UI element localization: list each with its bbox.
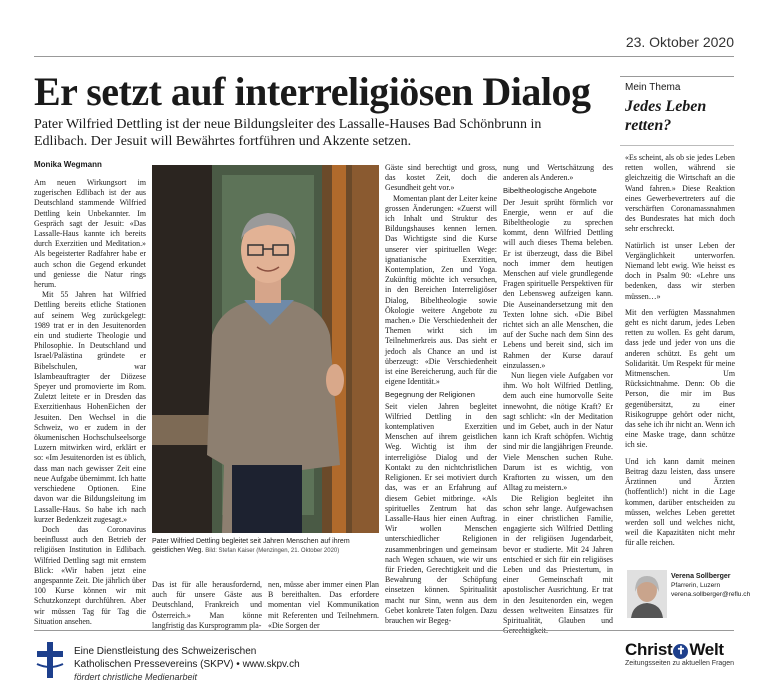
sidebar-divider [620, 145, 734, 146]
publication-date: 23. Oktober 2020 [625, 34, 734, 50]
globe-cross-icon: ✝ [673, 644, 688, 659]
author-email[interactable]: verena.sollberger@reflu.ch [671, 591, 751, 598]
article-column-5 [503, 163, 613, 636]
paragraph: Der Jesuit sprüht förmlich vor Energie, wenn er auf die Bibeltheologie zu sprechen kommt, denn Wilfried Dettling will auch dieses Thema beleben. Er ist überzeugt, dass die Bibel noch immer dem heutigen Menschen auf viele grundlegende Fragen spirituelle Perspektiven für den Lebensweg aufzeigen kann. Die Auseinandersetzung mit den Texten lohne sich. «Die Bibel richtet sich an alle Menschen, die auf der Suche nach dem Sinn des Lebens und bereit sind, sich im Rahmen der Kurse darauf einzulassen.» [503, 197, 613, 370]
paragraph: «Es scheint, als ob sie jedes Leben retten wollen, während sie gleichzeitig die Wirtschaft an die Wand fahren.» Diese Reaktion eines Gewerbevertreters auf die verschärften Coronamassnahmen des Bundesrates hat mich doch sehr erschreckt. [625, 153, 735, 234]
author-role: Pfarrerin, Luzern [671, 582, 721, 589]
sidebar-title: Jedes Leben retten? [625, 98, 707, 134]
brand-subtitle: Zeitungsseiten zu aktuellen Fragen [625, 660, 734, 667]
article-column-3: nen, müsse aber immer einen Plan B bereithalten. Das erfordere momentan viel Kommunikation mit Referenten und Teilnehmern. «Die Sorgen der [268, 580, 379, 630]
paragraph: Am neuen Wirkungsort im zugerischen Edlibach ist der aus Deutschland stammende Wilfried Dettling kein Unbekannter. Im Gespräch sagt der Jesuit: «Das Lassalle-Haus kannte ich bereits durch Exerzitien und Meditation.» Als begeisterter Radfahrer habe er auch schon die Gegend erkundet und geniesse die Natur rings herum. [34, 178, 146, 290]
article-subtitle: Pater Wilfried Dettling ist der neue Bildungsleiter des Lassalle-Hauses Bad Schönbrunn in Edlibach. Der Jesuit will Bewährtes fortführen und Akzente setzen. [34, 117, 542, 149]
author-signature [671, 572, 750, 599]
author-name: Verena Sollberger [671, 573, 731, 580]
sidebar-column [625, 153, 735, 565]
footer-divider [34, 630, 734, 631]
author-portrait-illustration [627, 570, 667, 618]
photo-caption [152, 537, 379, 556]
skpv-line-2: Katholischen Pressevereins (SKPV) • www.skpv.ch [74, 658, 300, 670]
article-column-2: Das ist für alle herausfordernd, auch für unsere Gäste aus Deutschland, Frankreich und Österreich.» Man könne langfristig das Kursprogramm pla- [152, 580, 262, 630]
author-portrait [627, 570, 667, 618]
subheading: Bibeltheologische Angebote [503, 186, 597, 196]
article-column-4 [385, 163, 497, 623]
sidebar-label: Mein Thema [625, 82, 681, 93]
article-author: Monika Wegmann [34, 160, 102, 169]
paragraph: Gäste sind berechtigt und gross, das kostet Zeit, doch die Gesundheit geht vor.» [385, 163, 497, 193]
paragraph: Momentan plant der Leiter keine grossen Änderungen: «Zuerst will ich Inhalt und Struktur des Bildungshauses kennen lernen. Das Wichtigste sind die Kurse unserer vier spirituellen Wege: ignatianische Exerzitien, Kontemplation, Zen und Yoga. Zukünftig möchte ich versuchen, in den Bereichen Interreligiöser Dialog, Bibeltheologie sowie Ökologie weitere Angebote zu machen.» Die Verschiedenheit der Themen wirkt sich im Teilnehmerkreis aus. Das sieht er jedoch als Chance an und ist überzeugt: «Die Verschiedenheit ist eine Bereicherung, auch für die eigene Identität.» [385, 193, 497, 387]
paragraph: Mit den verfügten Massnahmen geht es nicht darum, jedes Leben retten zu wollen. Es geht darum, dass jede und jeder von uns die anderen schützt. Es geht um Solidarität. Um Respekt für meine Mitmenschen. Um Rücksichtnahme. Denn: Ob die Person, die mir im Bus gegenübersitzt, zu einer Risikogruppe gehört oder nicht, das sehe ich ihr nicht an. Wenn ich eine Maske trage, dann schütze ich sie. [625, 307, 735, 450]
paragraph: nung und Wertschätzung des anderen als Anderen.» [503, 163, 613, 183]
caption-text: Pater Wilfried Dettling begleitet seit Jahren Menschen auf ihrem geistlichen Weg. [152, 538, 350, 554]
skpv-line-1: Eine Dienstleistung des Schweizerischen [74, 646, 257, 657]
article-column-1 [34, 178, 146, 626]
paragraph: Doch das Coronavirus beeinflusst auch den Betrieb der religiösen Institution in Edlibach. Wilfried Dettling sagt mit ernstem Blick: «Wir haben jetzt eine angespannte Zeit. Die jährlich über 100 Kurse können wir mit Schutzkonzept durchführen. Aber wir müssen Tag für Tag die Situation ansehen. [34, 524, 146, 626]
sidebar-top-divider [620, 76, 734, 77]
skpv-tagline: fördert christliche Medienarbeit [74, 672, 198, 682]
top-divider [34, 56, 734, 57]
photo-credit: Bild: Stefan Kaiser (Menzingen, 21. Oktober 2020) [205, 548, 340, 554]
article-headline: Er setzt auf interreligiösen Dialog [34, 69, 591, 114]
paragraph: Mit 55 Jahren hat Wilfried Dettling bereits etliche Stationen auf seinem Weg zurückgelegt: 1989 trat er in den Jesuitenorden ein und studierte Theologie und Philosophie. In Deutschland und Israel/Palästina gründete er Bibelschulen, war Islambeauftragter der Diözese Speyer und promovierte im Rom. Zuletzt leitete er in Dresden das Exerzitienhaus HohenEichen der Jesuiten. Den Wechsel in die Schweiz, wo er zudem in der ökumenischen Hochschulseelsorge Luzern mitwirken wird, erklärt er so: «Im Jesuitenorden ist es üblich, dass man nach gewisser Zeit eine neue Aufgabe übernimmt. Ich hatte verschiedene Optionen. Eine davon war die Bildungsleitung im Lassalle-Haus. So habe ich nach kurzer Bedenkzeit zugesagt.» [34, 290, 146, 524]
paragraph: Die Religion begleitet ihn schon sehr lange. Aufgewachsen in einer christlichen Familie, engagierte sich Wilfried Dettling in der religiösen Jugendarbeit, bevor er studierte. Mit 24 Jahren entschied er sich für ein religiöses Leben und das Priestertum, in einer Gemeinschaft mit apostolischer Ausrichtung. Er trat in den Jesuitenorden ein, wegen dessen weltweiten Einsatzes für Spiritualität, Glauben und Gerechtigkeit. [503, 493, 613, 636]
cross-logo [34, 640, 66, 680]
skpv-credit [74, 646, 300, 684]
cross-icon [34, 640, 66, 680]
brand-left: Christ [625, 640, 673, 659]
paragraph: Nun liegen viele Aufgaben vor ihm. Wo holt Wilfried Dettling, dem auch eine humorvolle Seite innewohnt, die nötige Kraft? Er sagt schlicht: «In der Meditation und im Gebet, auch in der Natur kann ich Kraft schöpfen. Wichtig sind mir die langjährigen Freunde. Viele Menschen suchen Ruhe. Darum ist es wichtig, von Kraftorten zu wissen, um den Alltag zu meistern.» [503, 371, 613, 493]
paragraph: Natürlich ist unser Leben der Vergänglichkeit unterworfen. Niemand lebt ewig. Wie heisst es doch in Psalm 90: «Lehre uns bedenken, dass wir sterben müssen…» [625, 240, 735, 301]
christ-welt-logo [625, 640, 734, 667]
portrait-photo [152, 165, 379, 533]
paragraph: Seit vielen Jahren begleitet Wilfried Dettling in den kontemplativen Exerzitien Menschen auf ihrem geistlichen Weg. Wichtig ist ihm der interreligiöse Dialog und der Kontakt zu den nichtchristlichen Religionen. Er sei motiviert durch das, was er an Erfahrung auf diesem Gebiet mitbringe. «Als spirituelles Zentrum hat das Lassalle-Haus hier einen Auftrag. Wir wollen Menschen unterschiedlicher Religionen zusammenbringen und gemeinsam nach Wegen schauen, wie wir uns für Frieden, Gerechtigkeit und die Bewahrung der Schöpfung einsetzen können. Spiritualität macht nur Sinn, wenn aus dem Gebet konkrete Taten folgen. Dazu brauchen wir Begeg- [385, 401, 497, 625]
paragraph: Und ich kann damit meinen Beitrag dazu leisten, dass unsere Ärztinnen und Ärzten (hoffentlich!) nicht in die Lage kommen, darüber entscheiden zu müssen, welches Leben gerettet werden soll und welches nicht, weil die Kapazitäten nicht mehr für alle reichen. [625, 456, 735, 548]
subheading: Begegnung der Religionen [385, 390, 475, 400]
photo-illustration [152, 165, 379, 533]
brand-right: Welt [689, 640, 724, 659]
